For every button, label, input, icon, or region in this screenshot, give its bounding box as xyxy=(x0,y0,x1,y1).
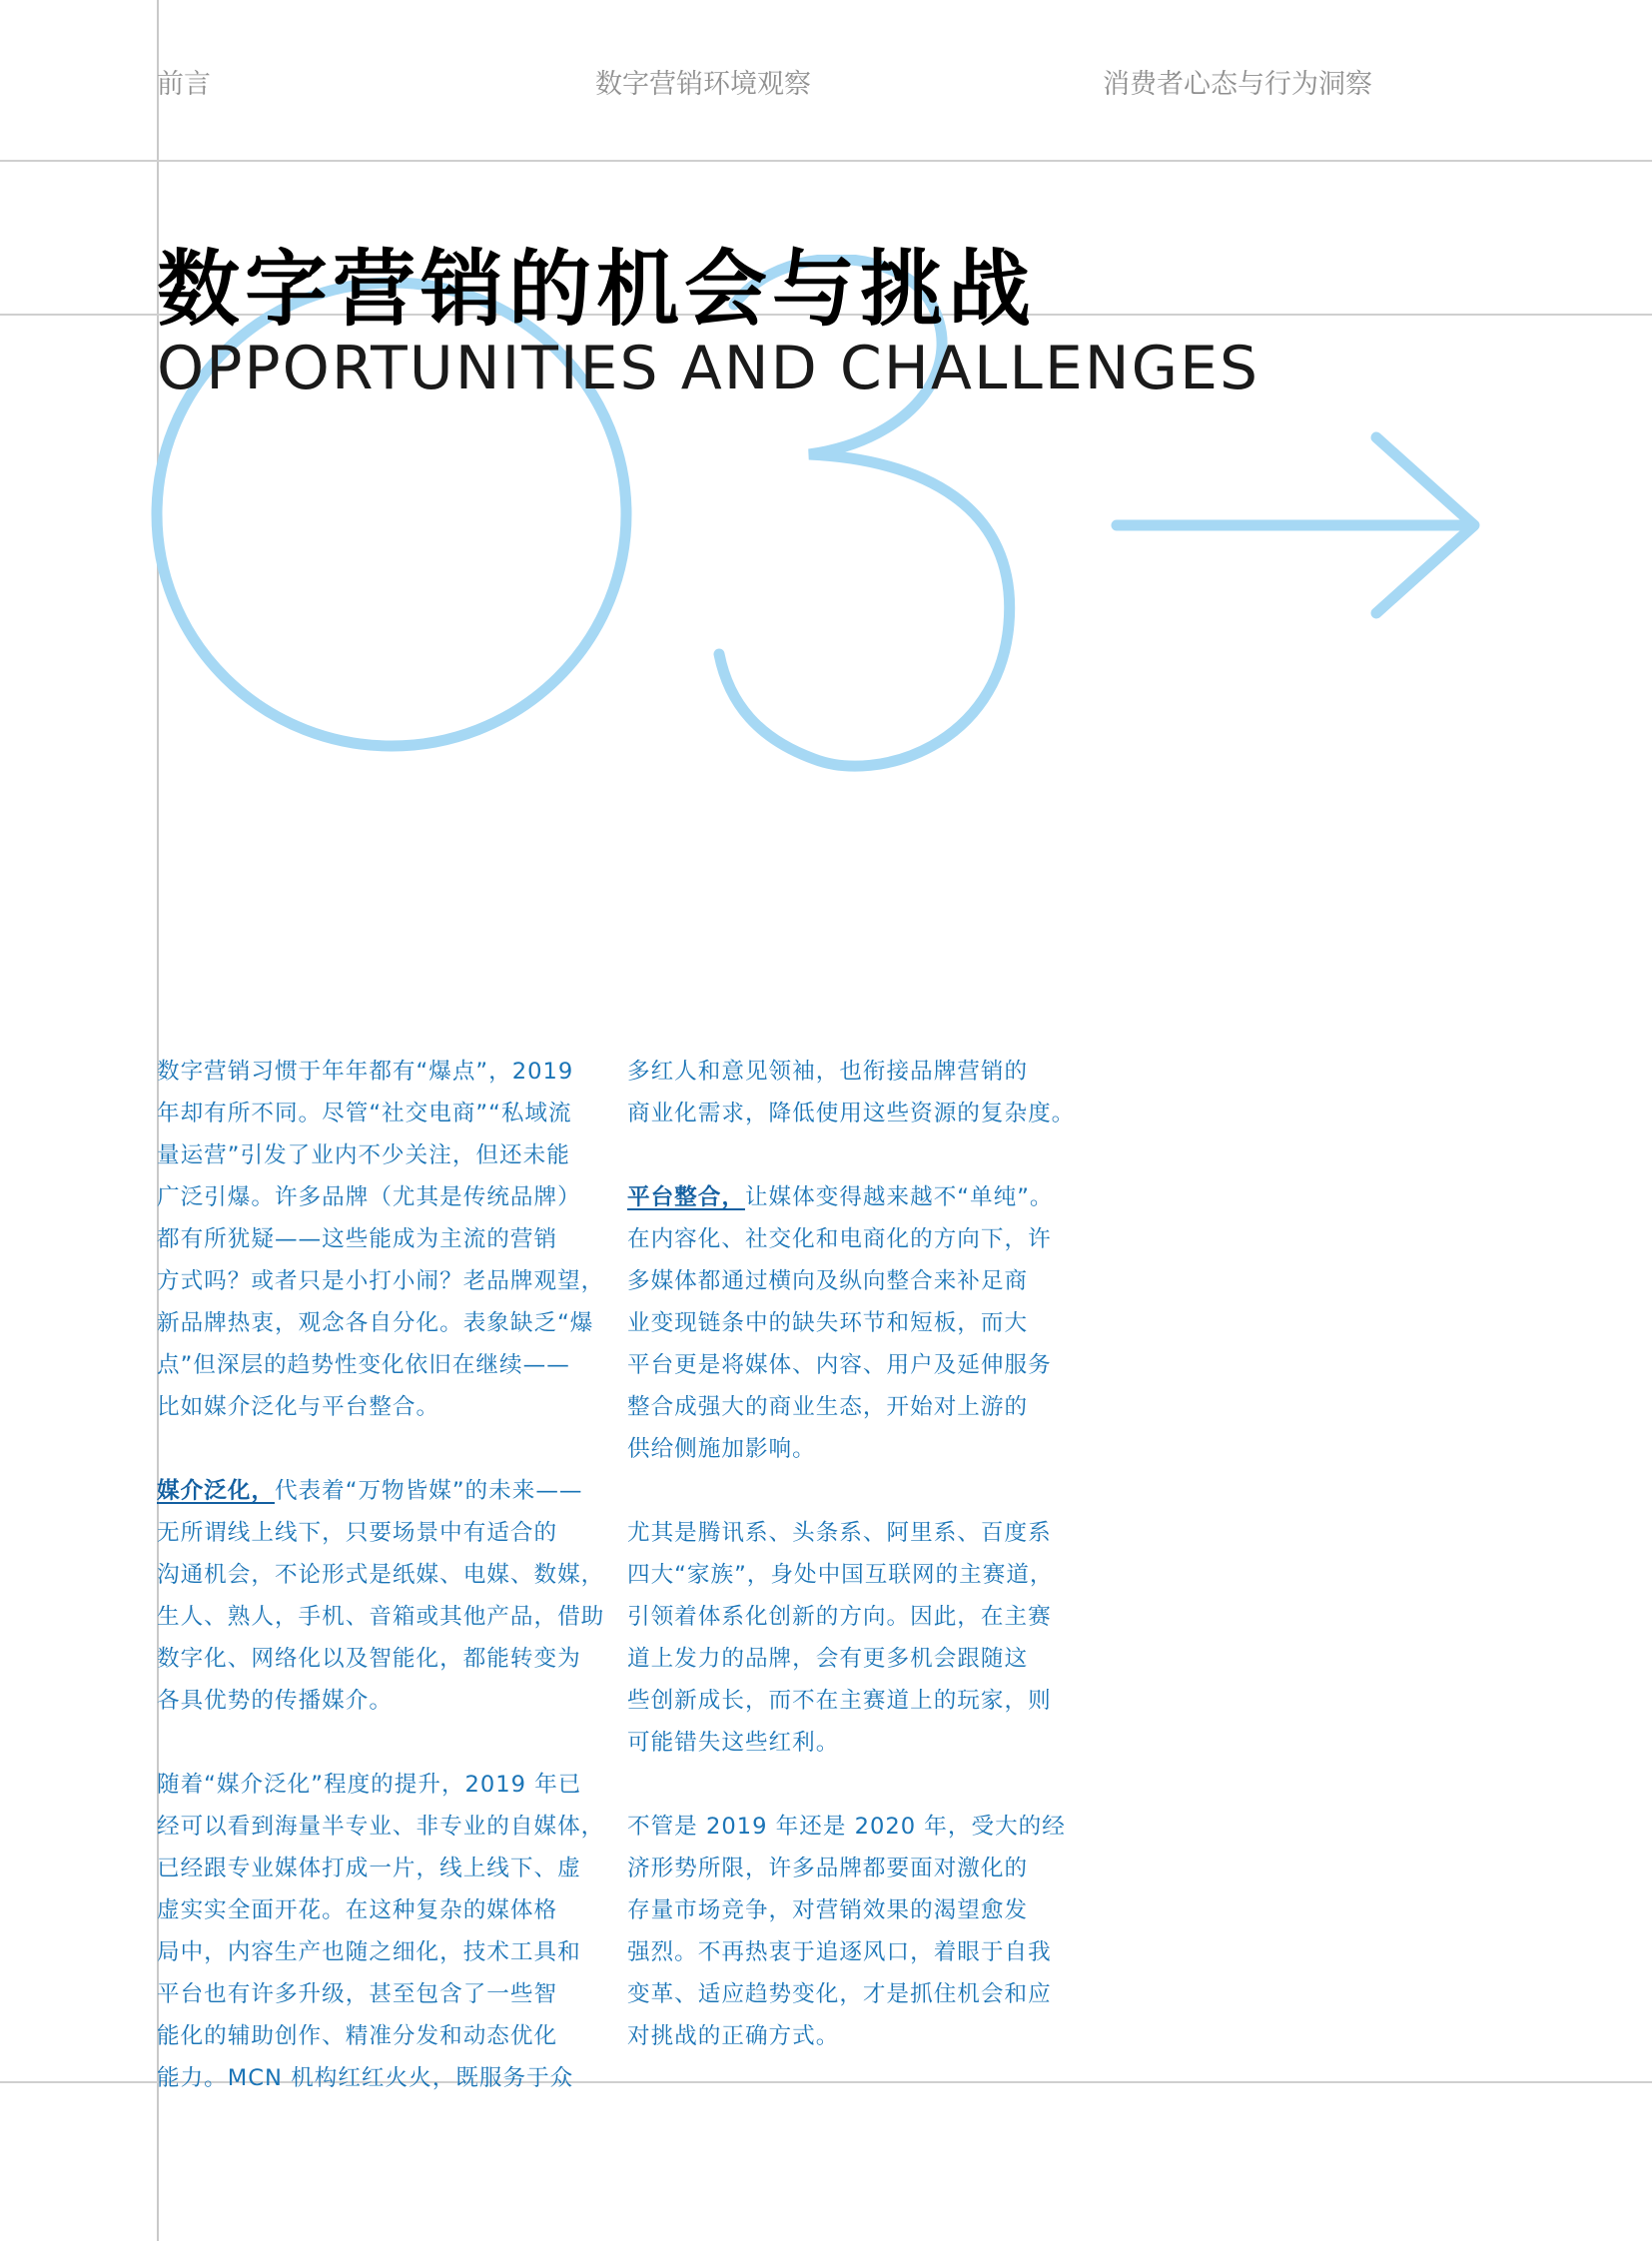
paragraph-continuation xyxy=(627,1051,1076,1134)
text-line: 引领着体系化创新的方向。因此，在主赛 xyxy=(627,1604,1052,1630)
keyword-platform-integration: 平台整合， xyxy=(627,1184,745,1210)
text-line: 强烈。不再热衷于追逐风口，着眼于自我 xyxy=(627,1939,1052,1965)
text-line: 能力。MCN 机构红红火火，既服务于众 xyxy=(157,2065,574,2091)
text-line: 已经跟专业媒体打成一片，线上线下、虚 xyxy=(157,1856,581,1881)
text-line: 无所谓线上线下，只要场景中有适合的 xyxy=(157,1520,558,1546)
text-line: 量运营”引发了业内不少关注，但还未能 xyxy=(157,1142,570,1168)
text-line: 经可以看到海量半专业、非专业的自媒体， xyxy=(157,1814,605,1840)
paragraph-self-media xyxy=(157,1764,605,2099)
text-line xyxy=(627,1176,1054,1218)
text-line: 四大“家族”，身处中国互联网的主赛道， xyxy=(627,1562,1054,1588)
paragraph-media-generalization xyxy=(157,1470,605,1722)
text-line: 些创新成长，而不在主赛道上的玩家，则 xyxy=(627,1688,1052,1714)
text-line: 各具优势的传播媒介。 xyxy=(157,1688,393,1714)
text-line: 点”但深层的趋势性变化依旧在继续—— xyxy=(157,1352,570,1378)
body-column-left xyxy=(157,1051,605,2099)
text-line: 在内容化、社交化和电商化的方向下，许 xyxy=(627,1226,1052,1252)
text-line: 多媒体都通过横向及纵向整合来补足商 xyxy=(627,1268,1029,1294)
text-line: 广泛引爆。许多品牌（尤其是传统品牌） xyxy=(157,1184,581,1210)
text-line: 虚实实全面开花。在这种复杂的媒体格 xyxy=(157,1897,558,1923)
text-line: 生人、熟人，手机、音箱或其他产品，借助 xyxy=(157,1604,605,1630)
text-line xyxy=(157,1470,583,1512)
text-line: 商业化需求，降低使用这些资源的复杂度。 xyxy=(627,1101,1076,1126)
text-line: 年却有所不同。尽管“社交电商”“私域流 xyxy=(157,1101,572,1126)
arrow-right-icon xyxy=(1109,429,1488,619)
text-line: 不管是 2019 年还是 2020 年，受大的经 xyxy=(627,1814,1066,1840)
text-line: 新品牌热衷，观念各自分化。表象缺乏“爆 xyxy=(157,1310,594,1336)
text-line: 整合成强大的商业生态，开始对上游的 xyxy=(627,1394,1029,1420)
nav-item-digital-environment[interactable]: 数字营销环境观察 xyxy=(595,69,811,100)
nav-item-preface[interactable]: 前言 xyxy=(157,69,211,100)
text-line: 数字化、网络化以及智能化，都能转变为 xyxy=(157,1646,581,1672)
paragraph-intro xyxy=(157,1051,605,1428)
nav-item-consumer-insight[interactable]: 消费者心态与行为洞察 xyxy=(1103,69,1372,100)
text-line: 方式吗？或者只是小打小闹？老品牌观望， xyxy=(157,1268,605,1294)
paragraph-platform-integration xyxy=(627,1176,1054,1470)
paragraph-conclusion xyxy=(627,1806,1066,2057)
text-line: 数字营销习惯于年年都有“爆点”，2019 xyxy=(157,1059,574,1085)
text-line: 随着“媒介泛化”程度的提升，2019 年已 xyxy=(157,1772,582,1798)
text-line: 沟通机会，不论形式是纸媒、电媒、数媒， xyxy=(157,1562,605,1588)
keyword-media-generalization: 媒介泛化， xyxy=(157,1478,275,1504)
text-line: 变革、适应趋势变化，才是抓住机会和应 xyxy=(627,1981,1052,2007)
text-line: 道上发力的品牌，会有更多机会跟随这 xyxy=(627,1646,1029,1672)
text-line: 可能错失这些红利。 xyxy=(627,1730,840,1756)
body-column-right xyxy=(627,1051,1076,2057)
text-line: 平台也有许多升级，甚至包含了一些智 xyxy=(157,1981,558,2007)
guide-line-top xyxy=(0,160,1652,162)
text-line: 对挑战的正确方式。 xyxy=(627,2023,840,2049)
text-line: 多红人和意见领袖，也衔接品牌营销的 xyxy=(627,1059,1029,1085)
text-line-rest: 代表着“万物皆媒”的未来—— xyxy=(274,1478,583,1504)
text-line: 业变现链条中的缺失环节和短板，而大 xyxy=(627,1310,1029,1336)
text-line: 尤其是腾讯系、头条系、阿里系、百度系 xyxy=(627,1520,1052,1546)
text-line: 能化的辅助创作、精准分发和动态优化 xyxy=(157,2023,558,2049)
text-line: 局中，内容生产也随之细化，技术工具和 xyxy=(157,1939,581,1965)
text-line: 比如媒介泛化与平台整合。 xyxy=(157,1394,440,1420)
text-line: 济形势所限，许多品牌都要面对激化的 xyxy=(627,1856,1029,1881)
text-line: 平台更是将媒体、内容、用户及延伸服务 xyxy=(627,1352,1052,1378)
text-line: 供给侧施加影响。 xyxy=(627,1436,816,1462)
text-line-rest: 让媒体变得越来越不“单纯”。 xyxy=(744,1184,1054,1210)
paragraph-four-families xyxy=(627,1512,1054,1764)
text-line: 都有所犹疑——这些能成为主流的营销 xyxy=(157,1226,558,1252)
text-line: 存量市场竞争，对营销效果的渴望愈发 xyxy=(627,1897,1029,1923)
page-title: 数字营销的机会与挑战 xyxy=(157,241,1036,338)
page-subtitle: OPPORTUNITIES AND CHALLENGES xyxy=(157,334,1260,403)
